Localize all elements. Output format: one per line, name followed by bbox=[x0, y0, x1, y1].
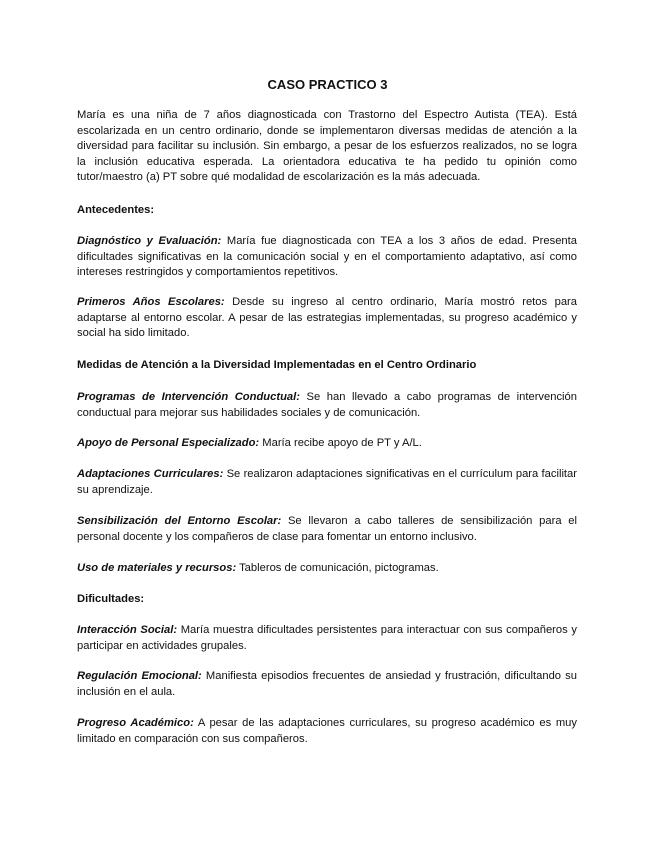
item-text: Desde su ingreso al centro ordinario, María mostró retos para adaptarse al entorno escolar. A pesar de las estrategias implementadas, su progreso académico y social ha sido limitado. bbox=[77, 296, 577, 340]
dificultad-interaccion bbox=[77, 623, 577, 654]
item-label: Apoyo de Personal Especializado: bbox=[77, 437, 260, 449]
item-text: A pesar de las adaptaciones curriculares, su progreso académico es muy limitado en comparación con sus compañeros. bbox=[77, 717, 577, 745]
item-text: Se realizaron adaptaciones significativas en el currículum para facilitar su aprendizaje. bbox=[77, 468, 577, 496]
item-label: Sensibilización del Entorno Escolar: bbox=[77, 515, 282, 527]
item-text: María muestra dificultades persistentes para interactuar con sus compañeros y participar en actividades grupales. bbox=[77, 624, 577, 652]
medida-materiales bbox=[77, 561, 577, 577]
page-title: CASO PRACTICO 3 bbox=[267, 77, 388, 92]
medida-sensibilizacion bbox=[77, 514, 577, 545]
antecedente-primeros-anos bbox=[77, 295, 577, 342]
item-label: Programas de Intervención Conductual: bbox=[77, 391, 300, 403]
item-text: María recibe apoyo de PT y A/L. bbox=[259, 437, 422, 449]
dificultad-progreso bbox=[77, 716, 577, 747]
item-label: Adaptaciones Curriculares: bbox=[77, 468, 224, 480]
section-heading-antecedentes: Antecedentes: bbox=[77, 204, 155, 216]
medida-adaptaciones bbox=[77, 467, 577, 498]
section-heading-dificultades: Dificultades: bbox=[77, 593, 145, 605]
item-label: Progreso Académico: bbox=[77, 717, 194, 729]
item-text: Manifiesta episodios frecuentes de ansiedad y frustración, dificultando su inclusión en el aula. bbox=[77, 670, 577, 698]
section-heading-medidas: Medidas de Atención a la Diversidad Implementadas en el Centro Ordinario bbox=[77, 359, 477, 371]
intro-paragraph: María es una niña de 7 años diagnosticada con Trastorno del Espectro Autista (TEA). Está escolarizada en un centro ordinario, donde se implementaron diversas medidas de atención a la diversidad para facilitar su inclusión. Sin embargo, a pesar de los esfuerzos realizados, no se logra la inclusión educativa esperada. La orientadora educativa te ha pedido tu opinión como tutor/maestro (a) PT sobre qué modalidad de escolarización es la más adecuada. bbox=[77, 109, 577, 184]
medida-programas bbox=[77, 390, 577, 421]
antecedente-diagnostico bbox=[77, 234, 577, 281]
item-text: Se han llevado a cabo programas de intervención conductual para mejorar sus habilidades sociales y de comunicación. bbox=[77, 391, 577, 419]
item-text: Tableros de comunicación, pictogramas. bbox=[236, 562, 439, 574]
item-text: Se llevaron a cabo talleres de sensibilización para el personal docente y los compañeros de clase para fomentar un entorno inclusivo. bbox=[77, 515, 577, 543]
item-label: Primeros Años Escolares: bbox=[77, 296, 225, 308]
dificultad-regulacion bbox=[77, 669, 577, 700]
item-text: María fue diagnosticada con TEA a los 3 años de edad. Presenta dificultades significativas en la comunicación social y en el comportamiento adaptativo, así como intereses restringidos y comportamientos repetitivos. bbox=[77, 235, 577, 279]
item-label: Uso de materiales y recursos: bbox=[77, 562, 237, 574]
item-label: Regulación Emocional: bbox=[77, 670, 202, 682]
medida-apoyo bbox=[77, 436, 577, 452]
item-label: Interacción Social: bbox=[77, 624, 178, 636]
item-label: Diagnóstico y Evaluación: bbox=[77, 235, 222, 247]
